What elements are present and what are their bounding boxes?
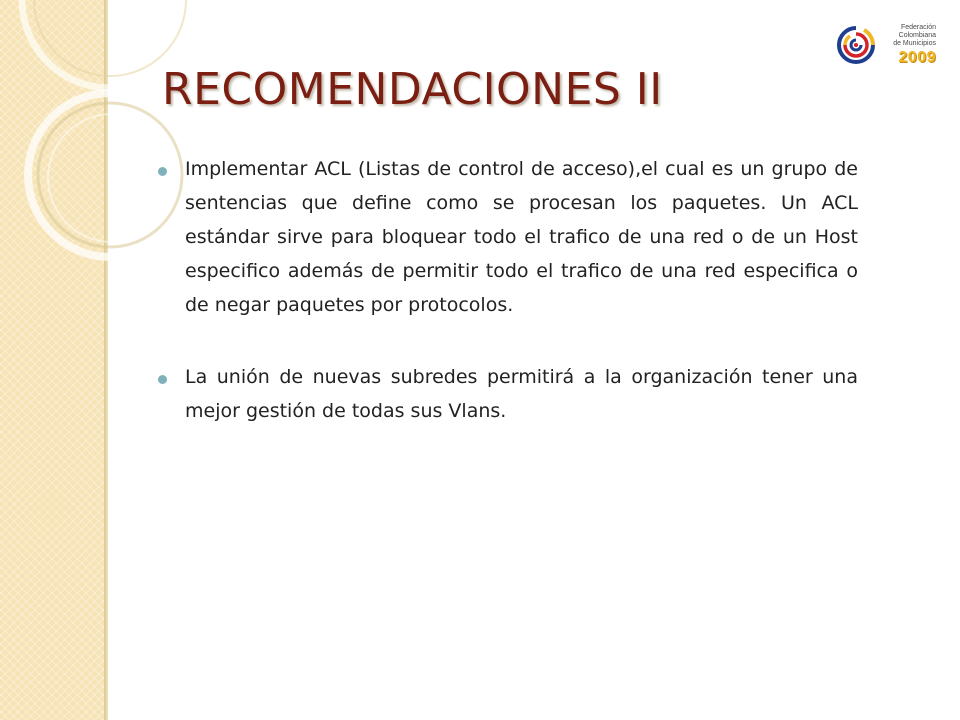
bullet-dot-icon bbox=[158, 375, 167, 384]
logo-year: 2009 bbox=[898, 49, 936, 66]
bullet-item bbox=[150, 152, 858, 322]
logo-line-3: de Municipios bbox=[893, 40, 936, 47]
logo-line-2: Colombiana bbox=[898, 32, 936, 39]
federation-logo bbox=[830, 22, 942, 68]
federation-rings-icon bbox=[830, 24, 882, 66]
logo-line-1: Federación bbox=[900, 24, 936, 31]
bullet-dot-icon bbox=[158, 167, 167, 176]
bullet-text: Implementar ACL (Listas de control de acceso),el cual es un grupo de sentencias que define como se procesan los paquetes. Un ACL estándar sirve para bloquear todo el trafico de una red o de un Host especifico además de permitir todo el trafico de una red especifica o de negar paquetes por protocolos. bbox=[185, 158, 858, 316]
bullet-item bbox=[150, 360, 858, 428]
slide-title: RECOMENDACIONES II bbox=[162, 64, 663, 115]
bullet-text: La unión de nuevas subredes permitirá a la organización tener una mejor gestión de todas sus Vlans. bbox=[185, 366, 858, 422]
logo-text bbox=[880, 24, 936, 48]
bullet-list bbox=[150, 152, 858, 466]
